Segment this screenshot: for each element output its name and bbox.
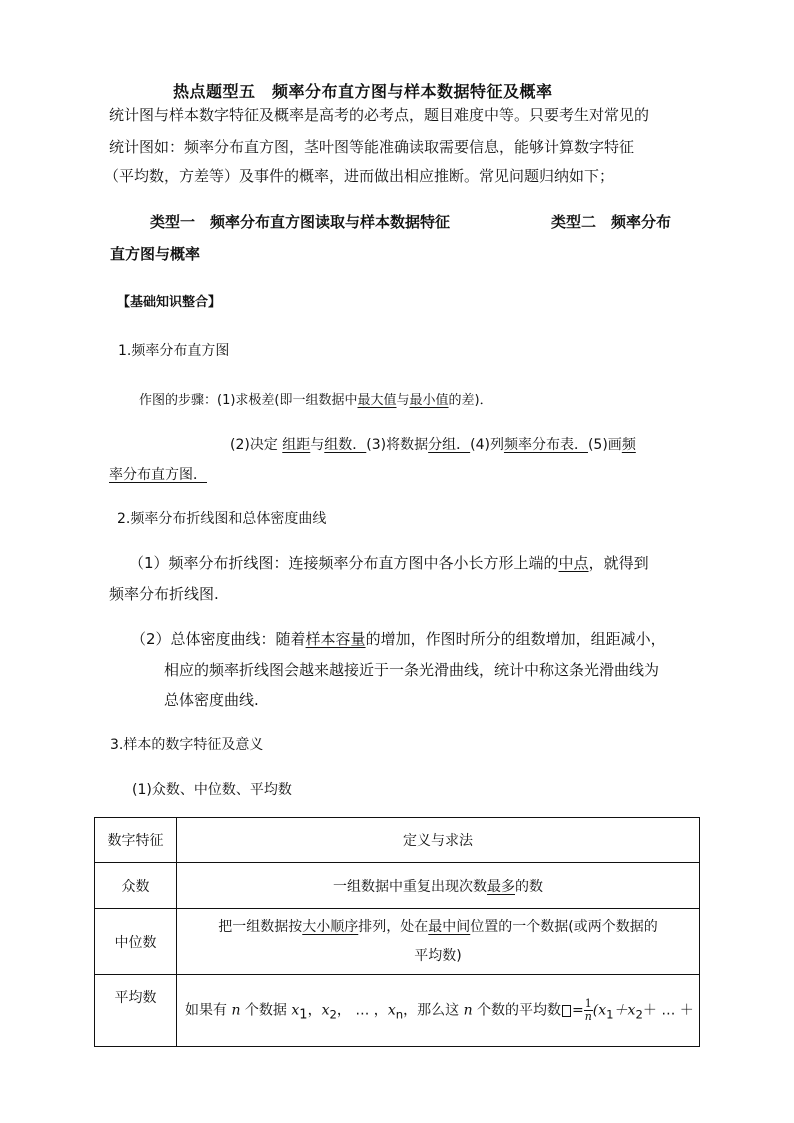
table-header-row (95, 818, 700, 863)
mean-name: 平均数 (95, 975, 177, 1047)
and-word: 与 (396, 393, 410, 408)
middle-term: 最中间 (428, 918, 471, 935)
and-word-2: 与 (310, 437, 325, 453)
sample-size-term: 样本容量 (305, 630, 366, 648)
step-2-label: (2)决定 (230, 437, 283, 453)
table-row (95, 975, 700, 1047)
histogram-term-start: 频 (621, 437, 636, 453)
basics-header: 【基础知识整合】 (117, 295, 222, 310)
median-name: 中位数 (95, 909, 177, 975)
polygon-definition: （1）频率分布折线图：连接频率分布直方图中各小长方形上端的 (129, 554, 559, 572)
section-1-step-line (139, 389, 493, 408)
density-definition-tail: 的增加，作图时所分的组数增加，组距减小， (365, 630, 666, 648)
median-definition: 把一组数据按大小顺序排列，处在最中间位置的一个数据(或两个数据的 平均数) (177, 909, 700, 975)
group-width-term: 组距 (282, 437, 311, 453)
section-3-heading: 3.样本的数字特征及意义 (110, 737, 264, 753)
step-prefix: 作图的步骤：(1)求极差(即一组数据中 (139, 393, 358, 408)
section-2-para-1 (129, 552, 649, 573)
grouping-term: 分组． (428, 437, 471, 453)
histogram-term-end: 率分布直方图． (109, 467, 207, 483)
mean-definition: 如果有 n 个数据 $x_1$，$x_2$， … ，$x_n$，那么这 n 个数的平均数 = $\frac{1}{n}$ ($x_1+x_2+$ … ＋ (177, 975, 700, 1047)
section-2-para-2 (131, 628, 666, 649)
step-4-label: (4)列 (470, 437, 504, 453)
type-two-heading: 类型二 频率分布 (551, 213, 672, 231)
group-count-term: 组数． (324, 437, 367, 453)
max-value-term: 最大值 (357, 393, 397, 408)
table-row (95, 863, 700, 909)
header-feature: 数字特征 (95, 818, 177, 863)
mean-symbol-placeholder (562, 1005, 571, 1017)
section-2-para-2-line-3: 总体密度曲线. (164, 691, 259, 709)
section-1-steps-line-2 (230, 434, 636, 454)
one-over-n-fraction: $\frac{1}{n}$ (584, 997, 592, 1023)
numeric-features-table (94, 817, 700, 1047)
intro-line-2: 统计图如：频率分布直方图，茎叶图等能准确读取需要信息，能够计算数字特征 (109, 138, 635, 156)
mode-definition: 一组数据中重复出现次数最多的数 (177, 863, 700, 909)
mode-name: 众数 (95, 863, 177, 909)
page-title: 热点题型五 频率分布直方图与样本数据特征及概率 (173, 82, 553, 101)
type-two-heading-cont: 直方图与概率 (110, 245, 201, 263)
step-5-label: (5)画 (587, 437, 622, 453)
frequency-table-term: 频率分布表． (503, 437, 588, 453)
section-2-para-2-line-2: 相应的频率折线图会越来越接近于一条光滑曲线，统计中称这条光滑曲线为 (164, 661, 660, 679)
density-definition: （2）总体密度曲线：随着 (131, 630, 306, 648)
section-3-subheading: (1)众数、中位数、平均数 (132, 782, 292, 798)
polygon-definition-tail: ，就得到 (588, 554, 649, 572)
intro-line-3: （平均数，方差等）及事件的概率，进而做出相应推断。常见问题归纳如下； (104, 167, 615, 185)
intro-line-1: 统计图与样本数字特征及概率是高考的必考点，题目难度中等。只要考生对常见的 (109, 106, 650, 124)
table-row (95, 909, 700, 975)
step-suffix: 的差)． (448, 393, 493, 408)
header-definition: 定义与求法 (177, 818, 700, 863)
type-one-heading: 类型一 频率分布直方图读取与样本数据特征 (150, 213, 451, 231)
section-1-heading: 1.频率分布直方图 (118, 343, 230, 359)
min-value-term: 最小值 (409, 393, 449, 408)
step-3-label: (3)将数据 (366, 437, 429, 453)
midpoint-term: 中点 (558, 554, 589, 572)
size-order-term: 大小顺序 (302, 918, 359, 935)
section-2-para-1-cont: 频率分布折线图. (109, 585, 219, 603)
most-term: 最多 (487, 878, 515, 895)
section-2-heading: 2.频率分布折线图和总体密度曲线 (117, 511, 327, 527)
